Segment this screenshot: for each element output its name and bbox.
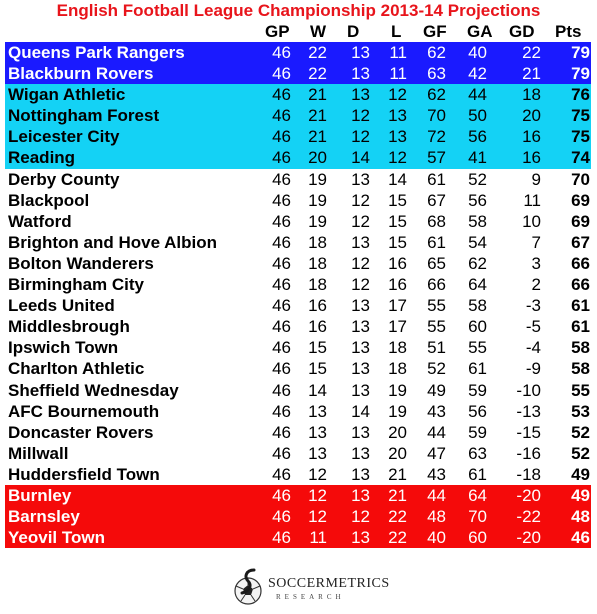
team-name: Huddersfield Town (8, 464, 160, 484)
cell-w: 13 (308, 422, 327, 442)
cell-gd: -3 (525, 296, 541, 316)
cell-gp: 46 (272, 528, 291, 548)
cell-ga: 54 (468, 232, 487, 252)
cell-w: 19 (308, 211, 327, 231)
cell-l: 17 (388, 296, 407, 316)
table-title: English Football League Championship 2013-14 Projections (56, 1, 541, 20)
cell-l: 21 (388, 485, 407, 505)
cell-gp: 46 (272, 296, 291, 316)
cell-d: 13 (351, 64, 370, 84)
cell-gd: -20 (516, 485, 541, 505)
cell-gp: 46 (272, 127, 291, 147)
team-name: Blackpool (8, 190, 90, 210)
cell-w: 19 (308, 190, 327, 210)
cell-gd: -16 (516, 443, 541, 463)
cell-w: 16 (308, 317, 327, 337)
cell-pts: 74 (571, 148, 590, 168)
cell-l: 22 (388, 528, 407, 548)
cell-pts: 79 (571, 64, 590, 84)
cell-gd: 9 (531, 169, 541, 189)
team-name: Queens Park Rangers (8, 43, 185, 62)
cell-gf: 44 (427, 422, 446, 442)
cell-gp: 46 (272, 507, 291, 527)
team-name: Reading (8, 148, 76, 168)
cell-gp: 46 (272, 422, 291, 442)
cell-ga: 60 (468, 317, 487, 337)
cell-d: 13 (351, 296, 370, 316)
team-name: Ipswich Town (8, 338, 119, 358)
team-name: Barnsley (8, 507, 80, 527)
cell-pts: 49 (571, 464, 590, 484)
standings-table (5, 42, 591, 548)
cell-d: 13 (351, 169, 370, 189)
cell-w: 20 (308, 148, 327, 168)
cell-ga: 42 (468, 64, 487, 84)
cell-gf: 62 (427, 85, 446, 105)
cell-gd: -4 (525, 338, 541, 358)
cell-pts: 58 (571, 359, 590, 379)
cell-l: 16 (388, 253, 407, 273)
logo-wordmark: SOCCERMETRICS (268, 576, 390, 591)
cell-ga: 50 (468, 106, 487, 126)
cell-d: 13 (351, 85, 370, 105)
soccermetrics-logo (232, 567, 390, 609)
cell-gd: 22 (522, 43, 541, 62)
cell-gd: 16 (522, 127, 541, 147)
cell-l: 18 (388, 359, 407, 379)
cell-d: 12 (351, 507, 370, 527)
team-name: Leeds United (8, 296, 115, 316)
cell-gf: 52 (427, 359, 446, 379)
cell-gf: 61 (427, 232, 446, 252)
cell-ga: 60 (468, 528, 487, 548)
cell-ga: 62 (468, 253, 487, 273)
cell-d: 12 (351, 253, 370, 273)
cell-gd: -10 (516, 380, 541, 400)
cell-ga: 70 (468, 507, 487, 527)
cell-d: 13 (351, 317, 370, 337)
cell-l: 18 (388, 338, 407, 358)
cell-l: 21 (388, 464, 407, 484)
cell-l: 15 (388, 211, 407, 231)
cell-l: 17 (388, 317, 407, 337)
cell-ga: 58 (468, 296, 487, 316)
cell-gf: 65 (427, 253, 446, 273)
column-header-ga: GA (467, 22, 493, 41)
cell-d: 12 (351, 211, 370, 231)
cell-w: 16 (308, 296, 327, 316)
cell-l: 20 (388, 443, 407, 463)
cell-ga: 56 (468, 190, 487, 210)
column-header-d: D (347, 22, 360, 41)
team-name: Burnley (8, 485, 72, 505)
cell-gp: 46 (272, 338, 291, 358)
cell-w: 18 (308, 232, 327, 252)
column-header-gd: GD (509, 22, 535, 41)
table-row (5, 169, 591, 190)
cell-pts: 67 (571, 232, 590, 252)
cell-w: 12 (308, 507, 327, 527)
cell-gp: 46 (272, 232, 291, 252)
cell-ga: 56 (468, 401, 487, 421)
cell-l: 19 (388, 380, 407, 400)
cell-ga: 58 (468, 211, 487, 231)
cell-w: 18 (308, 253, 327, 273)
cell-pts: 79 (571, 43, 590, 62)
cell-ga: 64 (468, 275, 487, 295)
cell-ga: 61 (468, 359, 487, 379)
cell-l: 19 (388, 401, 407, 421)
cell-pts: 69 (571, 211, 590, 231)
cell-gp: 46 (272, 380, 291, 400)
cell-gd: 21 (522, 64, 541, 84)
team-name: Derby County (8, 169, 120, 189)
cell-l: 22 (388, 507, 407, 527)
cell-gf: 62 (427, 43, 446, 62)
cell-l: 16 (388, 275, 407, 295)
cell-pts: 70 (571, 169, 590, 189)
cell-w: 21 (308, 85, 327, 105)
team-name: AFC Bournemouth (8, 401, 160, 421)
team-name: Brighton and Hove Albion (8, 232, 218, 252)
team-name: Bolton Wanderers (8, 253, 154, 273)
team-name: Nottingham Forest (8, 106, 160, 126)
cell-gp: 46 (272, 211, 291, 231)
cell-d: 12 (351, 275, 370, 295)
table-row (5, 126, 591, 147)
cell-gd: 20 (522, 106, 541, 126)
cell-w: 22 (308, 64, 327, 84)
cell-gp: 46 (272, 401, 291, 421)
team-name: Sheffield Wednesday (8, 380, 179, 400)
cell-l: 12 (388, 85, 407, 105)
cell-gd: 11 (523, 190, 541, 210)
cell-gp: 46 (272, 485, 291, 505)
cell-gf: 61 (427, 169, 446, 189)
team-name: Blackburn Rovers (8, 64, 154, 84)
cell-gd: -22 (516, 507, 541, 527)
cell-d: 13 (351, 338, 370, 358)
cell-pts: 52 (571, 422, 590, 442)
cell-l: 20 (388, 422, 407, 442)
cell-gf: 72 (427, 127, 446, 147)
cell-ga: 59 (468, 380, 487, 400)
cell-ga: 59 (468, 422, 487, 442)
cell-pts: 75 (571, 127, 590, 147)
cell-ga: 40 (468, 43, 487, 62)
team-name: Watford (8, 211, 72, 231)
table-row (5, 190, 591, 211)
cell-ga: 56 (468, 127, 487, 147)
cell-gp: 46 (272, 317, 291, 337)
cell-gf: 51 (427, 338, 446, 358)
cell-gd: 2 (531, 275, 541, 295)
table-row (5, 84, 591, 105)
table-row (5, 42, 591, 63)
soccermetrics-ball-icon (232, 567, 268, 609)
cell-l: 12 (388, 148, 407, 168)
cell-d: 13 (351, 43, 370, 62)
cell-gd: 3 (531, 253, 541, 273)
cell-w: 21 (308, 127, 327, 147)
cell-w: 12 (308, 485, 327, 505)
cell-d: 13 (351, 464, 370, 484)
team-name: Yeovil Town (8, 528, 105, 548)
cell-gd: 18 (522, 85, 541, 105)
cell-gp: 46 (272, 64, 291, 84)
cell-d: 13 (351, 232, 370, 252)
cell-w: 18 (308, 275, 327, 295)
table-row (5, 358, 591, 379)
team-name: Wigan Athletic (8, 85, 126, 105)
cell-w: 11 (309, 528, 327, 548)
cell-gd: -20 (516, 528, 541, 548)
cell-gp: 46 (272, 253, 291, 273)
cell-gd: -15 (516, 422, 541, 442)
cell-l: 11 (389, 64, 407, 84)
cell-gf: 43 (427, 464, 446, 484)
cell-d: 14 (351, 401, 370, 421)
cell-ga: 44 (468, 85, 487, 105)
team-name: Doncaster Rovers (8, 422, 154, 442)
cell-gp: 46 (272, 85, 291, 105)
cell-d: 13 (351, 485, 370, 505)
cell-gp: 46 (272, 359, 291, 379)
cell-gf: 63 (427, 64, 446, 84)
cell-gp: 46 (272, 443, 291, 463)
cell-gf: 55 (427, 296, 446, 316)
cell-gf: 47 (427, 443, 446, 463)
cell-gf: 40 (427, 528, 446, 548)
column-header-w: W (310, 22, 327, 41)
cell-gf: 48 (427, 507, 446, 527)
cell-ga: 55 (468, 338, 487, 358)
cell-pts: 46 (571, 528, 590, 548)
cell-w: 13 (308, 401, 327, 421)
cell-d: 13 (351, 528, 370, 548)
cell-gp: 46 (272, 148, 291, 168)
cell-d: 13 (351, 422, 370, 442)
cell-d: 12 (351, 190, 370, 210)
table-row (5, 422, 591, 443)
cell-w: 14 (308, 380, 327, 400)
table-row (5, 316, 591, 337)
cell-gf: 55 (427, 317, 446, 337)
cell-d: 12 (351, 106, 370, 126)
table-row (5, 337, 591, 358)
cell-pts: 58 (571, 338, 590, 358)
team-name: Birmingham City (8, 275, 145, 295)
team-name: Millwall (8, 443, 69, 463)
cell-pts: 52 (571, 443, 590, 463)
cell-gf: 66 (427, 275, 446, 295)
column-header-row (0, 21, 597, 42)
column-header-pts: Pts (555, 22, 582, 41)
cell-gf: 57 (427, 148, 446, 168)
cell-gd: 7 (531, 232, 541, 252)
table-row (5, 105, 591, 126)
cell-pts: 53 (571, 401, 590, 421)
cell-gd: -13 (516, 401, 541, 421)
team-name: Charlton Athletic (8, 359, 145, 379)
cell-l: 13 (388, 106, 407, 126)
cell-d: 13 (351, 359, 370, 379)
cell-pts: 55 (571, 380, 590, 400)
table-row (5, 274, 591, 295)
cell-l: 15 (388, 190, 407, 210)
column-header-gp: GP (265, 22, 290, 41)
cell-pts: 76 (571, 85, 590, 105)
cell-gd: -5 (525, 317, 541, 337)
column-header-l: L (391, 22, 402, 41)
cell-w: 19 (308, 169, 327, 189)
logo-subtitle: RESEARCH (276, 593, 345, 601)
cell-gf: 43 (427, 401, 446, 421)
cell-ga: 61 (468, 464, 487, 484)
cell-pts: 49 (571, 485, 590, 505)
cell-gf: 49 (427, 380, 446, 400)
table-row (5, 380, 591, 401)
table-row (5, 295, 591, 316)
cell-l: 11 (389, 43, 407, 62)
cell-d: 13 (351, 443, 370, 463)
team-name: Middlesbrough (8, 317, 130, 337)
table-row (5, 464, 591, 485)
column-header-gf: GF (423, 22, 447, 41)
team-name: Leicester City (8, 127, 120, 147)
cell-w: 15 (308, 338, 327, 358)
table-row (5, 253, 591, 274)
cell-ga: 64 (468, 485, 487, 505)
cell-pts: 48 (571, 507, 590, 527)
cell-gp: 46 (272, 464, 291, 484)
cell-gd: -9 (525, 359, 541, 379)
cell-gf: 68 (427, 211, 446, 231)
cell-gp: 46 (272, 43, 291, 62)
table-row (5, 527, 591, 548)
cell-w: 22 (308, 43, 327, 62)
cell-w: 21 (308, 106, 327, 126)
cell-gp: 46 (272, 169, 291, 189)
cell-gf: 44 (427, 485, 446, 505)
cell-gd: 10 (522, 211, 541, 231)
cell-w: 15 (308, 359, 327, 379)
cell-ga: 41 (468, 148, 487, 168)
cell-d: 13 (351, 380, 370, 400)
cell-gp: 46 (272, 106, 291, 126)
cell-gd: 16 (522, 148, 541, 168)
table-row (5, 506, 591, 527)
cell-pts: 61 (571, 317, 590, 337)
cell-pts: 61 (571, 296, 590, 316)
cell-l: 13 (388, 127, 407, 147)
table-row (5, 443, 591, 464)
cell-pts: 75 (571, 106, 590, 126)
cell-gp: 46 (272, 190, 291, 210)
cell-gd: -18 (516, 464, 541, 484)
cell-d: 12 (351, 127, 370, 147)
cell-pts: 69 (571, 190, 590, 210)
cell-d: 14 (351, 148, 370, 168)
cell-pts: 66 (571, 253, 590, 273)
cell-l: 14 (388, 169, 407, 189)
cell-w: 13 (308, 443, 327, 463)
cell-pts: 66 (571, 275, 590, 295)
cell-gf: 70 (427, 106, 446, 126)
cell-gf: 67 (427, 190, 446, 210)
table-row (5, 147, 591, 168)
table-row (5, 401, 591, 422)
cell-gp: 46 (272, 275, 291, 295)
cell-ga: 52 (468, 169, 487, 189)
cell-l: 15 (388, 232, 407, 252)
table-row (5, 232, 591, 253)
table-row (5, 485, 591, 506)
table-row (5, 63, 591, 84)
cell-ga: 63 (468, 443, 487, 463)
cell-w: 12 (308, 464, 327, 484)
table-row (5, 211, 591, 232)
